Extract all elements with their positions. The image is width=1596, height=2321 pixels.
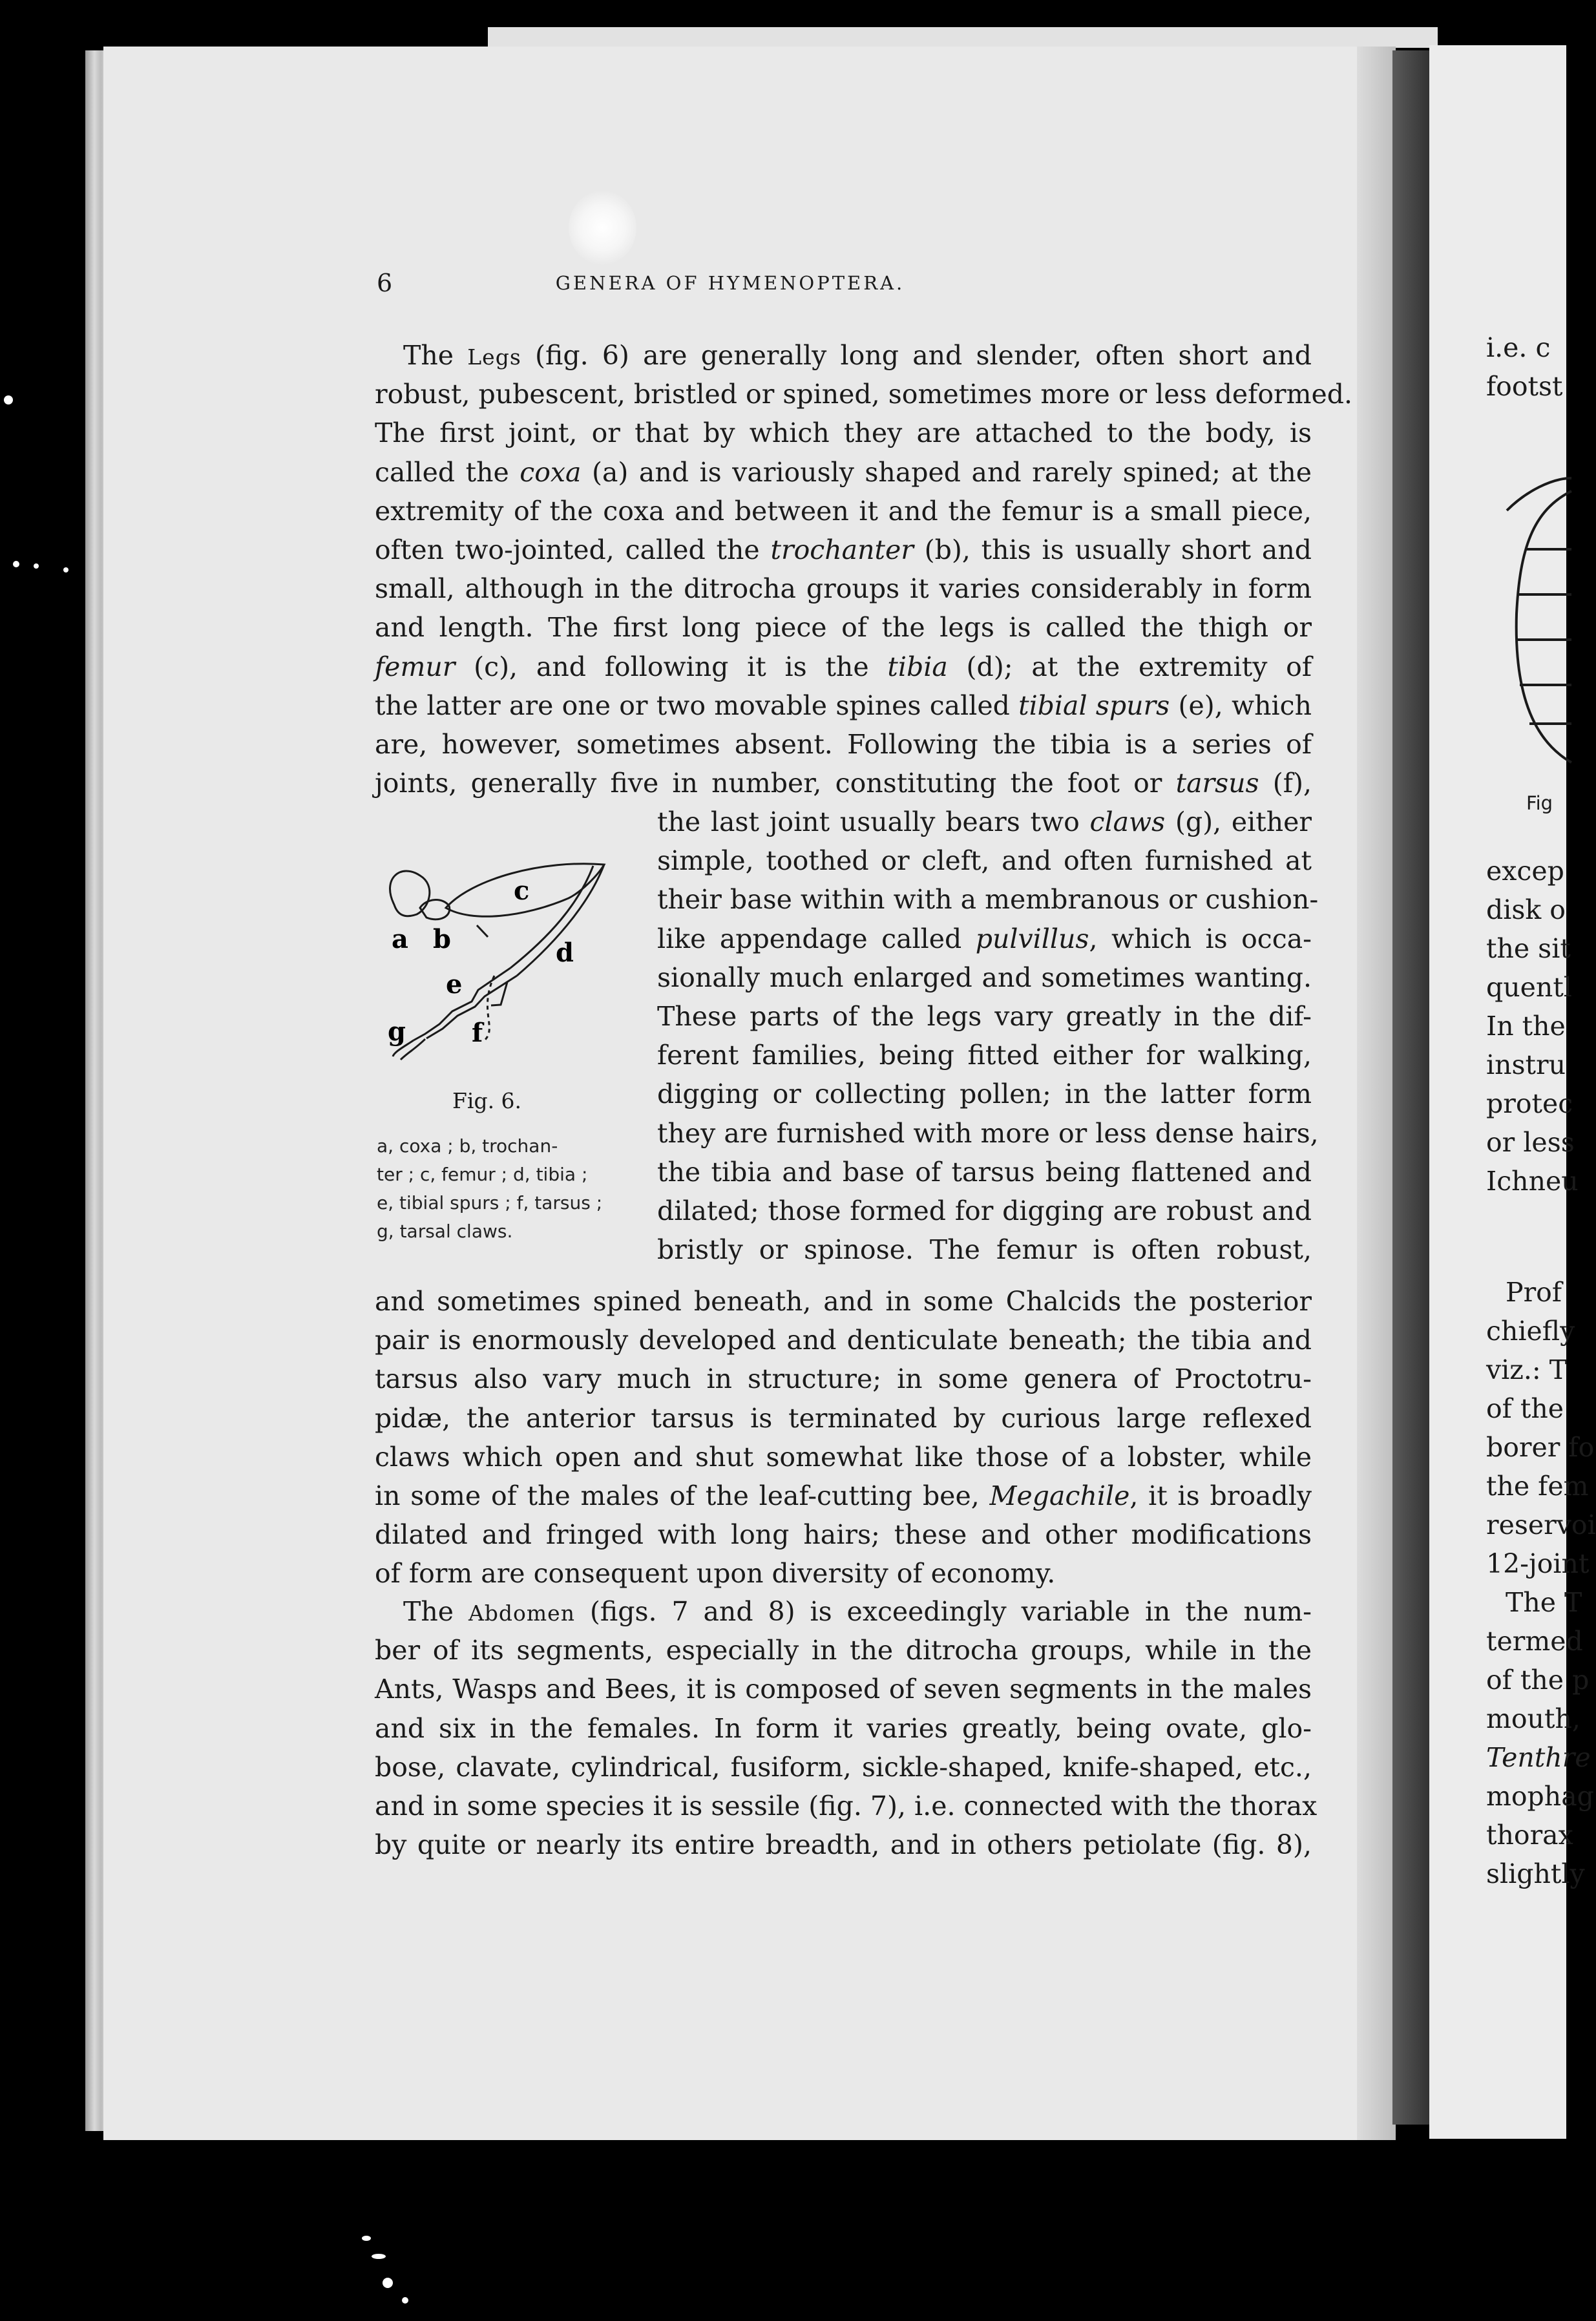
label-d: d — [556, 938, 574, 968]
facing-line: 12-joint — [1486, 1548, 1590, 1579]
text-line: in some of the males of the leaf-cutting bee, Megachile, it is broadly — [375, 1480, 1312, 1511]
speck — [383, 2278, 393, 2288]
text-line: tarsus also vary much in structure; in some genera of Proctotru- — [375, 1363, 1312, 1395]
text-line: These parts of the legs vary greatly in the dif- — [657, 1000, 1312, 1032]
facing-line: i.e. c — [1486, 332, 1551, 363]
text-line: small, although in the ditrocha groups it varies considerably in form — [375, 573, 1312, 605]
label-f: f — [472, 1018, 483, 1048]
speck — [34, 563, 39, 569]
pointer-line-d — [477, 925, 488, 937]
legs-paragraph-bottom — [375, 1282, 1312, 1593]
facing-line: excep — [1486, 856, 1564, 887]
legs-paragraph-beside-figure — [657, 803, 1319, 1269]
text-line: by quite or nearly its entire breadth, and in others petiolate (fig. 8), — [375, 1829, 1312, 1861]
facing-line: In the — [1486, 1011, 1566, 1042]
text-line: The Legs (fig. 6) are generally long and slender, often short and — [403, 340, 1312, 371]
facing-page-top-text — [1486, 328, 1563, 406]
facing-page-mid-text — [1486, 852, 1579, 1201]
text-line: The Abdomen (figs. 7 and 8) is exceedingly variable in the num- — [403, 1596, 1312, 1627]
speck — [4, 395, 13, 404]
facing-line: the sit — [1486, 933, 1571, 964]
text-line: bristly or spinose. The femur is often robust, — [657, 1234, 1312, 1266]
text-line: sionally much enlarged and sometimes wanting. — [657, 961, 1312, 993]
text-line: and in some species it is sessile (fig. 7), i.e. connected with the thorax — [375, 1790, 1318, 1822]
facing-line: Tenthre — [1486, 1742, 1591, 1773]
text-line: called the coxa (a) and is variously shaped and rarely spined; at the — [375, 456, 1312, 488]
leg-figure-illustration — [375, 846, 633, 1092]
page-shade — [1357, 47, 1396, 2140]
label-c: c — [514, 876, 530, 906]
facing-line: Prof — [1506, 1277, 1562, 1308]
figure-title: Fig. 6. — [452, 1088, 522, 1113]
running-title: GENERA OF HYMENOPTERA. — [555, 272, 905, 294]
text-line: robust, pubescent, bristled or spined, sometimes more or less deformed. — [375, 379, 1353, 410]
facing-line: viz.: T — [1486, 1354, 1568, 1385]
page-number: 6 — [377, 269, 393, 297]
text-line: the last joint usually bears two claws (g), either — [657, 806, 1312, 837]
facing-line: or less — [1486, 1127, 1575, 1158]
caption-line: g, tarsal claws. — [377, 1221, 513, 1242]
facing-line: mophag — [1486, 1781, 1594, 1812]
text-line: bose, clavate, cylindrical, fusiform, sickle-shaped, knife-shaped, etc., — [375, 1751, 1312, 1783]
text-line: pidæ, the anterior tarsus is terminated by curious large reflexed — [375, 1402, 1312, 1434]
facing-line: slightly — [1486, 1858, 1585, 1889]
text-line: claws which open and shut somewhat like those of a lobster, while — [375, 1441, 1312, 1473]
caption-line: e, tibial spurs ; f, tarsus ; — [377, 1192, 603, 1213]
figure-caption — [377, 1132, 642, 1246]
text-line: femur (c), and following it is the tibia (d); at the extremity of — [375, 651, 1312, 682]
speck — [362, 2236, 371, 2241]
text-line: the latter are one or two movable spines called tibial spurs (e), which — [375, 689, 1312, 721]
facing-line: of the — [1486, 1393, 1564, 1424]
label-a: a — [392, 924, 408, 954]
text-line: ber of its segments, especially in the ditrocha groups, while in the — [375, 1635, 1312, 1666]
facing-line: footst — [1486, 371, 1563, 402]
facing-line: thorax — [1486, 1820, 1573, 1851]
facing-line: the fem — [1486, 1471, 1589, 1502]
text-line: digging or collecting pollen; in the latter form — [657, 1078, 1312, 1110]
text-line: The first joint, or that by which they are attached to the body, is — [375, 417, 1312, 449]
label-e: e — [446, 969, 463, 1000]
text-line: they are furnished with more or less dense hairs, — [657, 1117, 1319, 1149]
facing-figure-caption: Fig — [1526, 792, 1553, 814]
facing-line: borer fo — [1486, 1432, 1595, 1463]
caption-line: a, coxa ; b, trochan- — [377, 1135, 558, 1157]
book-gutter — [1392, 50, 1434, 2125]
text-line: of form are consequent upon diversity of economy. — [375, 1558, 1056, 1590]
speck — [402, 2297, 408, 2304]
facing-line: termed — [1486, 1626, 1583, 1657]
text-line: simple, toothed or cleft, and often furnished at — [657, 845, 1312, 877]
text-line: their base within with a membranous or cushion- — [657, 884, 1319, 916]
speck — [372, 2254, 386, 2259]
text-line: like appendage called pulvillus, which is occa- — [657, 923, 1312, 954]
facing-figure-abdomen — [1507, 452, 1571, 827]
text-line: dilated and fringed with long hairs; these and other modifications — [375, 1519, 1312, 1551]
label-b: b — [433, 924, 451, 954]
speck — [13, 561, 19, 567]
facing-page-bottom-text — [1486, 1273, 1596, 1893]
page-blot — [569, 191, 636, 265]
text-line: and six in the females. In form it varies greatly, being ovate, glo- — [375, 1712, 1312, 1744]
facing-line: The T — [1506, 1587, 1582, 1618]
caption-line: ter ; c, femur ; d, tibia ; — [377, 1164, 588, 1185]
abdomen-paragraph — [375, 1592, 1318, 1864]
facing-line: reservoi — [1486, 1509, 1596, 1540]
text-line: the tibia and base of tarsus being flattened and — [657, 1156, 1312, 1188]
tibial-spur — [491, 982, 507, 1005]
legs-paragraph-top — [375, 336, 1353, 803]
text-line: and length. The first long piece of the legs is called the thigh or — [375, 612, 1312, 644]
facing-line: quentl — [1486, 972, 1572, 1003]
coxa-shape — [390, 871, 430, 916]
facing-line: protec — [1486, 1088, 1573, 1119]
text-line: ferent families, being fitted either for walking, — [657, 1040, 1312, 1071]
speck — [63, 567, 68, 572]
text-line: pair is enormously developed and denticulate beneath; the tibia and — [375, 1325, 1312, 1356]
text-line: joints, generally five in number, constituting the foot or tarsus (f), — [375, 768, 1312, 799]
text-line: are, however, sometimes absent. Following the tibia is a series of — [375, 728, 1312, 760]
facing-line: instru — [1486, 1049, 1566, 1080]
book-top-edge — [488, 27, 1438, 48]
facing-line: disk o — [1486, 894, 1566, 925]
text-line: extremity of the coxa and between it and the femur is a small piece, — [375, 495, 1312, 527]
facing-line: mouth, — [1486, 1703, 1580, 1734]
label-g: g — [388, 1016, 406, 1047]
facing-line: Ichneu — [1486, 1166, 1579, 1197]
facing-line: chiefly — [1486, 1316, 1575, 1347]
text-line: often two-jointed, called the trochanter (b), this is usually short and — [375, 534, 1312, 565]
trochanter-shape — [420, 900, 450, 919]
facing-line: of the p — [1486, 1665, 1590, 1696]
text-line: and sometimes spined beneath, and in some Chalcids the posterior — [375, 1286, 1312, 1317]
text-line: dilated; those formed for digging are robust and — [657, 1195, 1312, 1226]
text-line: Ants, Wasps and Bees, it is composed of seven segments in the males — [375, 1674, 1312, 1705]
